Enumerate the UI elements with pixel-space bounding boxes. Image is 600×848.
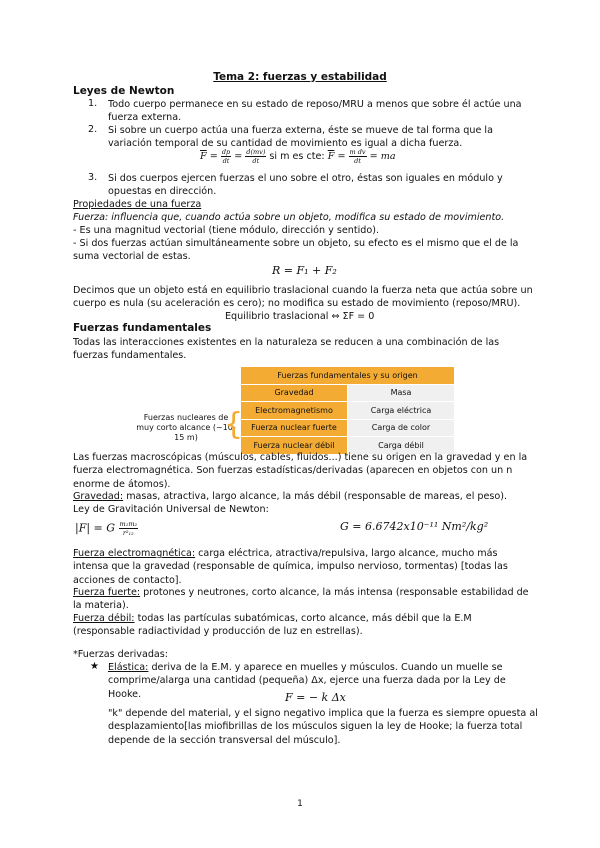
star-bullet-icon: ★ [90,661,99,672]
table-header: Fuerzas fundamentales y su origen [241,367,455,385]
table-row: Fuerza nuclear débil Carga débil [241,437,455,455]
debil-paragraph: Fuerza débil: todas las partículas subatómicas, corto alcance, más débil que la E.M (responsable radiactividad y producción de luz en estrellas). [73,613,472,638]
list-number: 3. [88,172,98,183]
table-row: Electromagnetismo Carga eléctrica [241,402,455,420]
em-paragraph: Fuerza electromagnética: carga eléctrica, atractiva/repulsiva, largo alcance, mucho más intensa que la gravedad (responsable de química, impulso nervioso, tormentas) [todas las acciones de contacto]. [73,548,508,586]
section-heading-leyes: Leyes de Newton [73,85,175,97]
section-heading-fundamentales: Fuerzas fundamentales [73,322,212,334]
fundamental-forces-table [240,366,455,455]
paragraph: Todas las interacciones existentes en la naturaleza se reducen a una combinación de las fuerzas fundamentales. [73,337,500,362]
gravedad-paragraph: Gravedad: masas, atractiva, largo alcance, la más débil (responsable de mareas, el peso). [73,491,508,502]
page-number: 1 [297,799,303,809]
vector-sum-equation: R = F₁ + F₂ [272,264,337,277]
equilibrium-condition: Equilibrio traslacional ⇔ ΣF = 0 [225,311,375,322]
newton-second-law-equation: $\overline{F}$ = $\frac{dp}{dt}$ = $\frac{d(mv)}{dt}$ si m es cte: $\overline{F}$ = $\frac{\text{m dv}}{dt}$ = ma [200,148,396,165]
gravitation-equation: |F| = G $\frac{\text{m₁m₂}}{\text{r²₁₂}}$ [75,520,138,537]
section-heading-derivadas: *Fuerzas derivadas: [73,649,169,660]
gravitational-constant: G = 6.6742x10⁻¹¹ Nm²/kg² [340,520,489,533]
section-heading-propiedades: Propiedades de una fuerza [73,199,202,210]
paragraph: - Si dos fuerzas actúan simultáneamente sobre un objeto, su efecto es el mismo que el de la suma vectorial de estas. [73,238,519,263]
list-number: 1. [88,98,98,109]
table-row: Gravedad Masa [241,384,455,402]
paragraph: Las fuerzas macroscópicas (músculos, cables, fluidos...) tiene su origen en la gravedad y en la fuerza electromagnética. Son fuerzas estadísticas/derivadas (aparecen en objetos con un n enorme de átomos). [73,452,528,490]
brace-icon: { [224,407,244,442]
definition-text: Fuerza: influencia que, cuando actúa sobre un objeto, modifica su estado de movimiento. [73,212,505,223]
hooke-equation: F = − k Δx [285,691,346,704]
fuerte-paragraph: Fuerza fuerte: protones y neutrones, corto alcance, la más intensa (responsable estabilidad de la materia). [73,587,529,612]
list-item: Si dos cuerpos ejercen fuerzas el uno sobre el otro, éstas son iguales en módulo y opuestas en dirección. [108,173,503,198]
paragraph: "k" depende del material, y el signo negativo implica que la fuerza es siempre opuesta al desplazamiento[las miofibrillas de los músculos siguen la ley de Hooke; la fuerza total depende de la sección transversal del músculo]. [108,708,538,746]
paragraph: Decimos que un objeto está en equilibrio traslacional cuando la fuerza neta que actúa sobre un cuerpo es nula (su aceleración es cero); no modifica su estado de movimiento (reposo/MRU). [73,285,533,310]
page-title: Tema 2: fuerzas y estabilidad [213,71,387,83]
list-number: 2. [88,124,98,135]
table-row: Fuerza nuclear fuerte Carga de color [241,419,455,437]
nuclear-forces-note: Fuerzas nucleares de muy corto alcance (~10-15 m) [136,413,236,442]
list-item: Todo cuerpo permanece en su estado de reposo/MRU a menos que sobre él actúe una fuerza externa. [108,99,522,124]
elastica-paragraph: Elástica: deriva de la E.M. y aparece en muelles y músculos. Cuando un muelle se comprime/alarga una cantidad (pequeña) Δx, ejerce una fuerza dada por la Ley de Hooke. [108,662,506,700]
paragraph: Ley de Gravitación Universal de Newton: [73,504,269,515]
paragraph: - Es una magnitud vectorial (tiene módulo, dirección y sentido). [73,225,380,236]
list-item: Si sobre un cuerpo actúa una fuerza externa, éste se mueve de tal forma que la variación temporal de su cantidad de movimiento es igual a dicha fuerza. [108,125,493,150]
